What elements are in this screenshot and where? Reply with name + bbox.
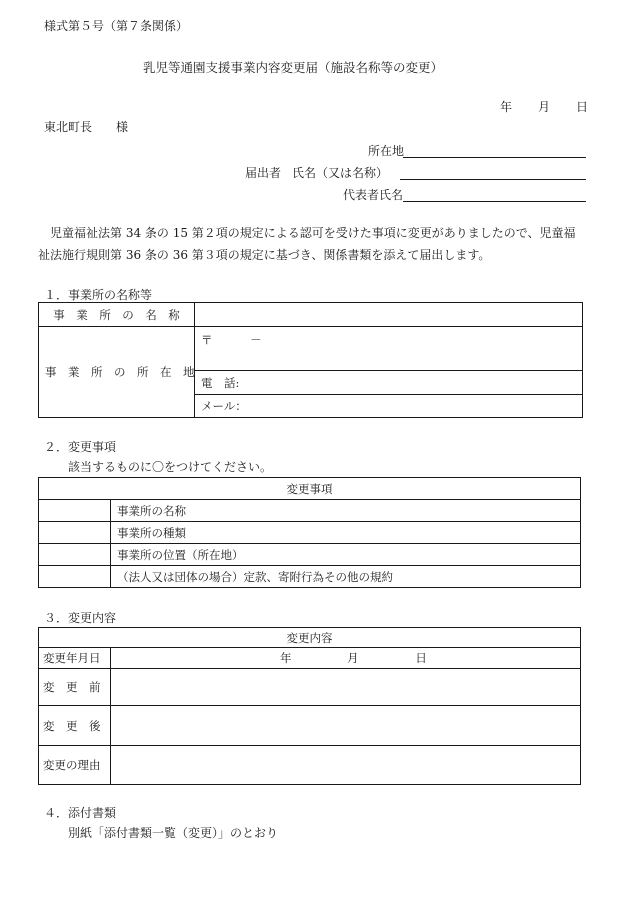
change-after-label: 変 更 後 xyxy=(39,706,111,746)
section2-instruction: 該当するものに〇をつけてください。 xyxy=(68,460,273,474)
change-item-mark-cell[interactable] xyxy=(39,566,111,588)
notifier-name-line[interactable] xyxy=(400,179,586,180)
facility-email-field[interactable] xyxy=(195,395,583,418)
phone-label: 電 話: xyxy=(201,375,240,390)
section1-heading: １．事業所の名称等 xyxy=(44,288,153,302)
notifier-name-label: 氏名（又は名称） xyxy=(292,166,389,180)
change-details-table xyxy=(38,627,581,785)
date-month: 月 xyxy=(538,100,551,114)
notifier-role-label: 届出者 xyxy=(245,166,282,180)
facility-table xyxy=(38,302,583,418)
change-after-field[interactable] xyxy=(111,706,581,746)
section3-heading: ３．変更内容 xyxy=(44,611,117,625)
change-reason-label: 変更の理由 xyxy=(39,746,111,785)
notifier-rep-line[interactable] xyxy=(403,201,586,202)
change-item-mark-cell[interactable] xyxy=(39,522,111,544)
postal-mark: 〒 xyxy=(201,333,213,347)
facility-name-field[interactable] xyxy=(195,303,583,327)
notifier-address-line[interactable] xyxy=(403,157,586,158)
change-before-label: 変 更 前 xyxy=(39,669,111,706)
section4-text: 別紙「添付書類一覧（変更）」のとおり xyxy=(68,826,279,840)
notifier-rep-label: 代表者氏名 xyxy=(343,188,404,202)
body-text: 児童福祉法第 34 条の 15 第２項の規定による認可を受けた事項に変更がありましたので、児童福祉法施行規則第 36 条の 36 第３項の規定に基づき、関係書類を添えて届出します。 xyxy=(38,226,576,262)
change-item-label: 事業所の種類 xyxy=(111,522,581,544)
change-item-label: （法人又は団体の場合）定款、寄附行為その他の規約 xyxy=(111,566,581,588)
change-date-month: 月 xyxy=(347,651,359,665)
facility-location-label: 事 業 所 の 所 在 地 xyxy=(39,327,195,418)
change-item-label: 事業所の位置（所在地） xyxy=(111,544,581,566)
change-item-mark-cell[interactable] xyxy=(39,500,111,522)
change-item-mark-cell[interactable] xyxy=(39,544,111,566)
facility-name-label: 事 業 所 の 名 称 xyxy=(39,303,195,327)
section2-heading: ２．変更事項 xyxy=(44,440,117,454)
facility-phone-field[interactable] xyxy=(195,371,583,395)
change-before-field[interactable] xyxy=(111,669,581,706)
date-day: 日 xyxy=(576,100,589,114)
change-date-year: 年 xyxy=(280,651,292,665)
change-date-label: 変更年月日 xyxy=(39,648,111,669)
change-date-field[interactable] xyxy=(111,648,581,669)
addressee: 東北町長 様 xyxy=(44,120,129,134)
change-item-label: 事業所の名称 xyxy=(111,500,581,522)
date-year: 年 xyxy=(500,100,513,114)
change-items-table xyxy=(38,477,581,588)
change-date-day: 日 xyxy=(415,651,427,665)
form-title: 乳児等通園支援事業内容変更届（施設名称等の変更） xyxy=(143,60,444,75)
postal-dash: － xyxy=(250,333,262,347)
change-details-header: 変更内容 xyxy=(39,628,581,648)
email-label: メール： xyxy=(201,399,247,413)
section4-heading: ４．添付書類 xyxy=(44,806,117,820)
change-items-header: 変更事項 xyxy=(39,478,581,500)
change-reason-field[interactable] xyxy=(111,746,581,785)
notifier-address-label: 所在地 xyxy=(368,144,405,158)
form-number: 様式第５号（第７条関係） xyxy=(44,19,189,33)
facility-postal-field[interactable] xyxy=(195,327,583,371)
